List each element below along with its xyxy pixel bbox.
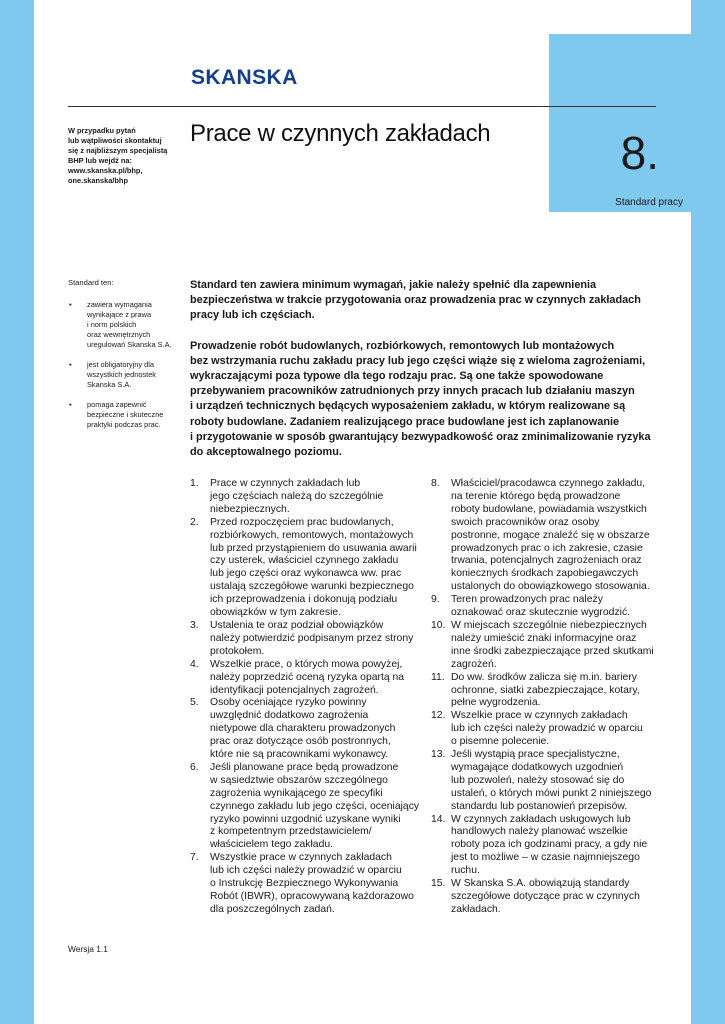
intro-line: bezpieczeństwa w trakcie przygotowania oraz prowadzenia prac w czynnych zakładach (190, 294, 641, 307)
standard-number: 8. (620, 127, 659, 179)
rule-item (190, 659, 430, 698)
rule-number: 5. (190, 697, 199, 709)
rule-number: 4. (190, 658, 199, 670)
intro-line: Prowadzenie robót budowlanych, rozbiórkowych, remontowych lub montażowych (190, 339, 615, 352)
intro-line: bez wstrzymania ruchu zakładu pracy lub jego części wiąże się z wieloma zagrożeniami, (190, 354, 646, 367)
standard-item-line: wszystkich jednostek (87, 370, 157, 379)
rule-line: koniecznych środkach zapobiegawczych (451, 568, 639, 580)
rule-number: 12. (431, 710, 446, 722)
rule-line: nietypowe dla charakteru prowadzonych (210, 723, 396, 735)
rule-number: 10. (431, 619, 446, 631)
rule-line: jest to możliwe – w czasie najmniejszego (451, 852, 640, 864)
rule-item (431, 749, 671, 814)
rule-line: rozbiórkowych, remontowych, montażowych (210, 529, 414, 541)
rule-line: oznakować oraz skutecznie wygrodzić. (451, 607, 631, 619)
standard-number-badge (549, 34, 691, 212)
rule-number: 6. (190, 761, 199, 773)
standard-item-line: jest obligatoryjny dla (87, 360, 154, 369)
rule-line: ich przeprowadzenia i dokonują podziału (210, 594, 398, 606)
rule-item (190, 478, 430, 517)
rule-line: ruchu. (451, 865, 480, 877)
rule-line: o pisemne polecenie. (451, 736, 550, 748)
intro-text (190, 278, 660, 475)
rule-line: ustalają szczegółowe warunki bezpiecznego (210, 581, 414, 593)
standard-item-line: zawiera wymagania (87, 300, 152, 309)
rule-line: dla poszczególnych zadań. (210, 903, 335, 915)
rule-line: w sąsiedztwie obszarów szczególnego (210, 774, 388, 786)
rule-line: roboty poza ich godzinami pracy, a gdy nie (451, 839, 648, 851)
rule-line: zakładach. (451, 903, 501, 915)
rule-line: W Skanska S.A. obowiązują standardy (451, 878, 630, 890)
intro-line: i urządzeń technicznych będących wyposażeniem zakładu, w którym realizowane są (190, 400, 626, 413)
rule-line: standardu lub postanowień przepisów. (451, 800, 628, 812)
rule-line: ustalonych do obowiązkowego stosowania. (451, 581, 650, 593)
contact-note (68, 126, 180, 186)
rule-line: Wszystkie prace w czynnych zakładach (210, 852, 392, 864)
standard-item-line: oraz wewnętrznych (87, 330, 151, 339)
intro-line: przebywaniem pracowników zatrudnionych przy innych pracach lub działaniu maszyn (190, 385, 635, 398)
intro-line: pracy lub ich częściach. (190, 309, 315, 322)
contact-note-line: lub wątpliwości skontaktuj (68, 136, 162, 145)
rule-line: W czynnych zakładach usługowych lub (451, 813, 631, 825)
rule-number: 15. (431, 878, 446, 890)
rule-line: Teren prowadzonych prac należy (451, 594, 603, 606)
rule-line: lub przed przystąpieniem do usuwania awarii (210, 542, 417, 554)
contact-note-line: BHP lub wejdź na: (68, 156, 132, 165)
standard-item-line: praktyki podczas prac. (87, 420, 161, 429)
rule-line: prac oraz dotyczące osób postronnych, (210, 736, 391, 748)
rule-line: Przed rozpoczęciem prac budowlanych, (210, 516, 394, 528)
rule-line: uwzględnić dodatkowo zagrożenia (210, 710, 369, 722)
rule-line: Jeśli planowane prace będą prowadzone (210, 761, 399, 773)
rule-item (431, 878, 671, 917)
rule-line: trwania, potencjalnych zagrożeniach oraz (451, 555, 642, 567)
bullet-icon: ▪ (69, 300, 72, 309)
intro-line: Standard ten zawiera minimum wymagań, jakie należy spełnić dla zapewnienia (190, 279, 597, 291)
rules-column-right (431, 478, 671, 917)
standard-item-line: Skanska S.A. (87, 380, 132, 389)
header-divider (68, 106, 656, 107)
rule-line: pełne wygrodzenia. (451, 697, 541, 709)
rule-number: 11. (431, 671, 445, 683)
rule-line: lub pozwoleń, należy stosować się do (451, 774, 625, 786)
standard-heading: Standard ten: (68, 278, 114, 287)
rule-line: W miejscach szczególnie niebezpiecznych (451, 619, 647, 631)
rule-number: 1. (190, 478, 199, 489)
rule-item (190, 852, 430, 917)
version-label: Wersja 1.1 (68, 944, 108, 954)
rule-line: właścicielem tego zakładu. (210, 839, 334, 851)
rule-line: roboty budowlane, powiadamia wszystkich (451, 503, 647, 515)
rule-item (190, 620, 430, 659)
rule-item (431, 710, 671, 749)
rule-line: niebezpiecznych. (210, 503, 290, 515)
right-accent-bar (691, 0, 725, 1024)
rule-line: należy poprzedzić oceną ryzyka opartą na (210, 671, 405, 683)
contact-note-line: W przypadku pytań (68, 126, 136, 135)
rule-item (190, 697, 430, 762)
standard-item-line: bezpieczne i skuteczne (87, 410, 164, 419)
contact-note-line: one.skanska/bhp (68, 176, 128, 185)
contact-note-line: www.skanska.pl/bhp, (68, 166, 143, 175)
left-accent-bar (0, 0, 34, 1024)
standard-item-line: pomaga zapewnić (87, 400, 147, 409)
rule-line: Prace w czynnych zakładach lub (210, 478, 361, 489)
rule-line: protokołem. (210, 645, 265, 657)
rule-line: prowadzonych prac o ich zakresie, czasie (451, 542, 643, 554)
rule-item (190, 517, 430, 620)
rules-column-left (190, 478, 430, 917)
standard-list-item (68, 300, 183, 350)
intro-line: i przygotowanie w sposób gwarantujący bezwypadkowość oraz zminimalizowanie ryzyka (190, 430, 651, 443)
rule-number: 3. (190, 619, 199, 631)
rule-line: inne środki zabezpieczające przed skutkami (451, 645, 654, 657)
skanska-logo: SKANSKA (191, 66, 298, 89)
rule-item (431, 594, 671, 620)
rule-line: jego częściach należą do szczególnie (210, 490, 384, 502)
rule-line: lub ich części należy prowadzić w oparciu (451, 723, 643, 735)
rule-line: lub ich części należy prowadzić w oparciu (210, 865, 402, 877)
rule-line: Do ww. środków zalicza się m.in. bariery (451, 671, 637, 683)
bullet-icon: ▪ (69, 360, 72, 369)
rule-line: o Instrukcję Bezpiecznego Wykonywania (210, 878, 399, 890)
rule-line: obowiązków w tym zakresie. (210, 607, 342, 619)
rule-line: ryzyko powinni uzgodnić uzyskane wyniki (210, 813, 401, 825)
rule-number: 9. (431, 594, 440, 606)
rule-line: zagrożeń. (451, 658, 497, 670)
rule-line: Robót (IBWR), opracowywaną każdorazowo (210, 891, 414, 902)
rule-number: 2. (190, 516, 199, 528)
rule-number: 8. (431, 478, 440, 489)
rule-line: należy umieścić znaki informacyjne oraz (451, 632, 637, 644)
standard-type-label: Standard pracy (615, 197, 683, 208)
rule-line: lub jego części oraz wykonawca ww. prac (210, 568, 402, 580)
rule-item (190, 762, 430, 852)
standard-list-item (68, 360, 183, 390)
rule-item (431, 478, 671, 594)
page-title: Prace w czynnych zakładach (190, 120, 491, 147)
rule-line: z kompetentnym przedstawicielem/ (210, 826, 372, 838)
standard-list (68, 300, 183, 440)
intro-paragraph (190, 278, 660, 324)
rule-line: identyfikacji potencjalnych zagrożeń. (210, 684, 379, 696)
intro-line: do akceptowalnego poziomu. (190, 446, 342, 459)
rule-line: Ustalenia te oraz podział obowiązków (210, 619, 384, 631)
standard-item-line: uregulowań Skanska S.A. (87, 340, 172, 349)
rule-line: Wszelkie prace, o których mowa powyżej, (210, 658, 403, 670)
rule-line: Wszelkie prace w czynnych zakładach (451, 710, 628, 722)
standard-list-item (68, 400, 183, 430)
rule-line: zagrożenia wynikającego ze specyfiki (210, 787, 383, 799)
rule-number: 14. (431, 813, 446, 825)
intro-line: wykraczającymi poza typowe dla tego rodzaju prac. Są one także spowodowane (190, 370, 604, 383)
rule-line: Osoby oceniające ryzyko powinny (210, 697, 367, 709)
standard-item-line: i norm polskich (87, 320, 137, 329)
contact-note-line: się z najbliższym specjalistą (68, 146, 168, 155)
standard-item-line: wynikające z prawa (87, 310, 152, 319)
rule-line: na terenie którego będą prowadzone (451, 490, 621, 502)
bullet-icon: ▪ (69, 400, 72, 409)
rule-line: czy usterek, właściciel czynnego zakładu (210, 555, 399, 567)
rule-line: które nie są pracownikami wykonawcy. (210, 749, 389, 761)
rule-line: Jeśli wystąpią prace specjalistyczne, (451, 749, 620, 761)
rule-item (431, 814, 671, 879)
rule-line: wymagające dodatkowych uzgodnień (451, 761, 624, 773)
intro-paragraph (190, 339, 660, 461)
rule-line: Właściciel/pracodawca czynnego zakładu, (451, 478, 646, 489)
rule-line: postronne, mogące znaleźć się w obszarze (451, 529, 650, 541)
rule-line: czynnego zakładu lub jego części, oceniający (210, 800, 420, 812)
rule-line: handlowych należy planować wszelkie (451, 826, 628, 838)
rule-number: 13. (431, 749, 446, 761)
rule-line: szczegółowe dotyczące prac w czynnych (451, 891, 640, 902)
rule-number: 7. (190, 852, 199, 864)
rule-line: swoich pracowników oraz osoby (451, 516, 600, 528)
rule-line: należy potwierdzić podpisanym przez strony (210, 632, 414, 644)
intro-line: roboty budowlane. Zadaniem realizującego prace budowlane jest ich zaplanowanie (190, 415, 620, 428)
rule-line: ochronne, siatki zabezpieczające, kotary, (451, 684, 640, 696)
rule-item (431, 672, 671, 711)
rule-item (431, 620, 671, 672)
rule-line: ustaleń, o których mówi punkt 2 niniejszego (451, 787, 652, 799)
